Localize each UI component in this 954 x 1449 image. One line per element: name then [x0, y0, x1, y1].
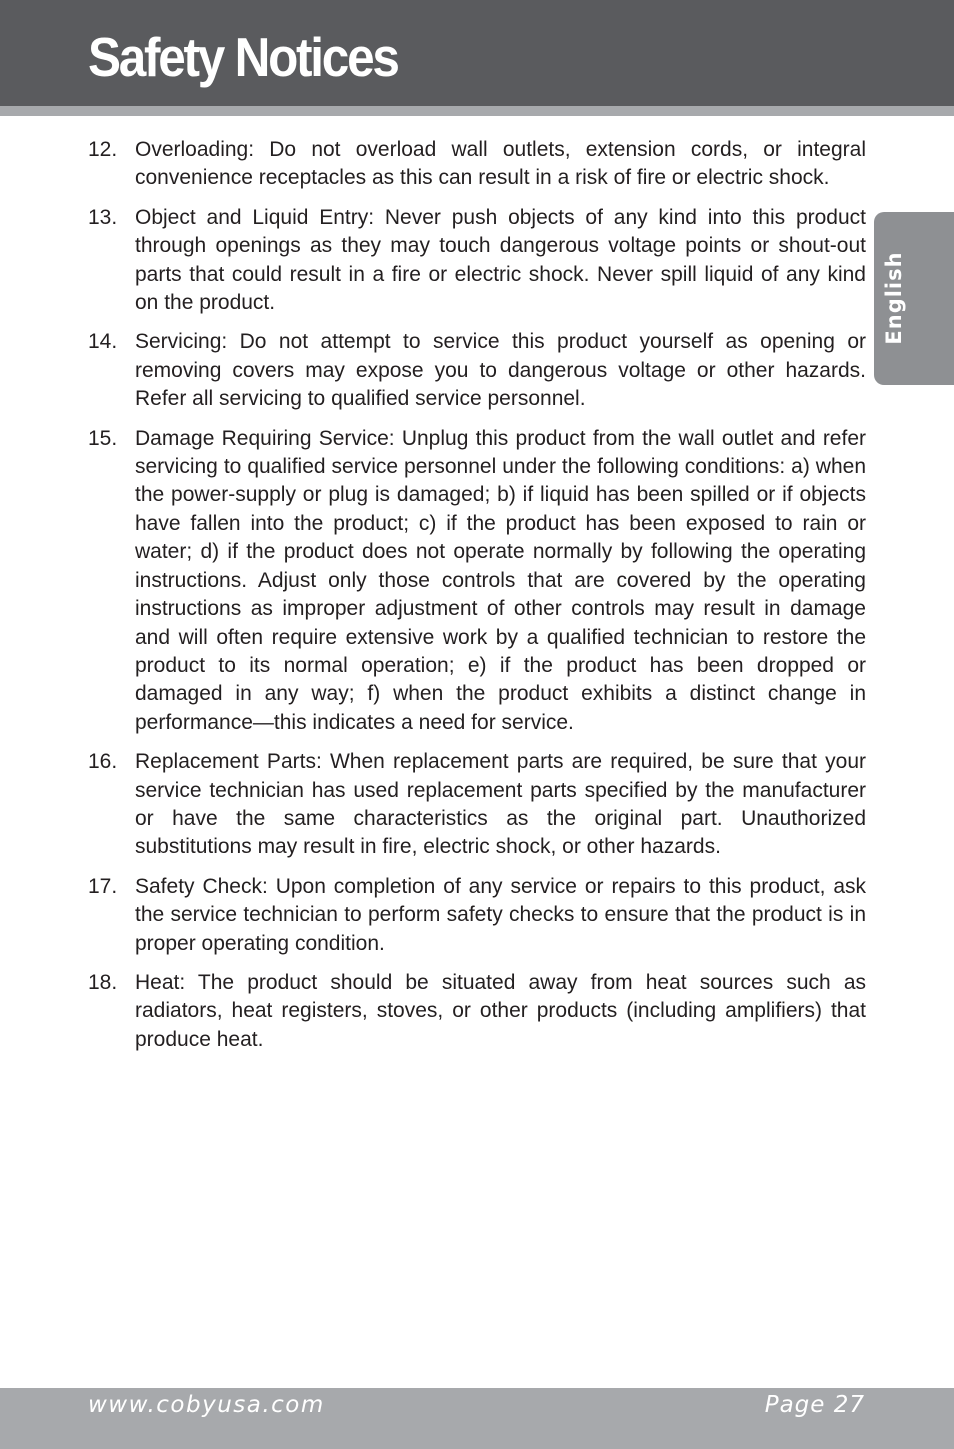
- item-number: 15.: [88, 426, 118, 450]
- list-item: [88, 136, 866, 193]
- item-text: Replacement Parts: When replacement parts are required, be sure that your service technician has used replacement parts specified by the manufacturer or have the same characteristics as the original part. Unauthorized substitutions may result in fire, electric shock, or other hazards.: [135, 750, 866, 859]
- header-stripe: [0, 106, 954, 116]
- safety-notices-list: [88, 136, 866, 1065]
- item-number: 14.: [88, 330, 118, 354]
- item-number: 16.: [88, 750, 118, 774]
- item-number: 17.: [88, 874, 118, 898]
- list-item: [88, 873, 866, 958]
- page-number: Page 27: [764, 1392, 865, 1418]
- list-item: [88, 425, 866, 737]
- item-text: Servicing: Do not attempt to service this product yourself as opening or removing covers may expose you to dangerous voltage or other hazards. Refer all servicing to qualified service personnel.: [135, 330, 866, 411]
- list-item: [88, 204, 866, 318]
- item-text: Safety Check: Upon completion of any service or repairs to this product, ask the service technician to perform safety checks to ensure that the product is in proper operating condition.: [135, 874, 866, 955]
- list-item: [88, 328, 866, 413]
- item-text: Heat: The product should be situated away from heat sources such as radiators, heat registers, stoves, or other products (including amplifiers) that produce heat.: [135, 970, 866, 1051]
- list-item: [88, 969, 866, 1054]
- list-item: [88, 748, 866, 862]
- item-number: 13.: [88, 205, 118, 229]
- page-title: Safety Notices: [88, 26, 398, 88]
- item-number: 18.: [88, 970, 118, 994]
- item-text: Object and Liquid Entry: Never push objects of any kind into this product through openings as they may touch dangerous voltage points or shout-out parts that could result in a fire or electric shock. Never spill liquid of any kind on the product.: [135, 205, 866, 315]
- item-text: Damage Requiring Service: Unplug this product from the wall outlet and refer servicing to qualified service personnel under the following conditions: a) when the power-supply or plug is damaged; b) if liquid has been spilled or if objects have fallen into the product; c) if the product has been exposed to rain or water; d) if the product does not operate normally by following the operating instructions. Adjust only those controls that are covered by the operating instructions as improper adjustment of other controls may result in damage and will often require extensive work by a qualified technician to restore the product to its normal operation; e) if the product has been dropped or damaged in any way; f) when the product exhibits a distinct change in performance—this indicates a need for service.: [135, 426, 866, 734]
- item-text: Overloading: Do not overload wall outlets, extension cords, or integral convenience receptacles as this can result in a risk of fire or electric shock.: [135, 138, 866, 190]
- item-number: 12.: [88, 138, 118, 161]
- language-tab-label: English: [882, 251, 906, 345]
- footer-url: www.cobyusa.com: [88, 1392, 325, 1418]
